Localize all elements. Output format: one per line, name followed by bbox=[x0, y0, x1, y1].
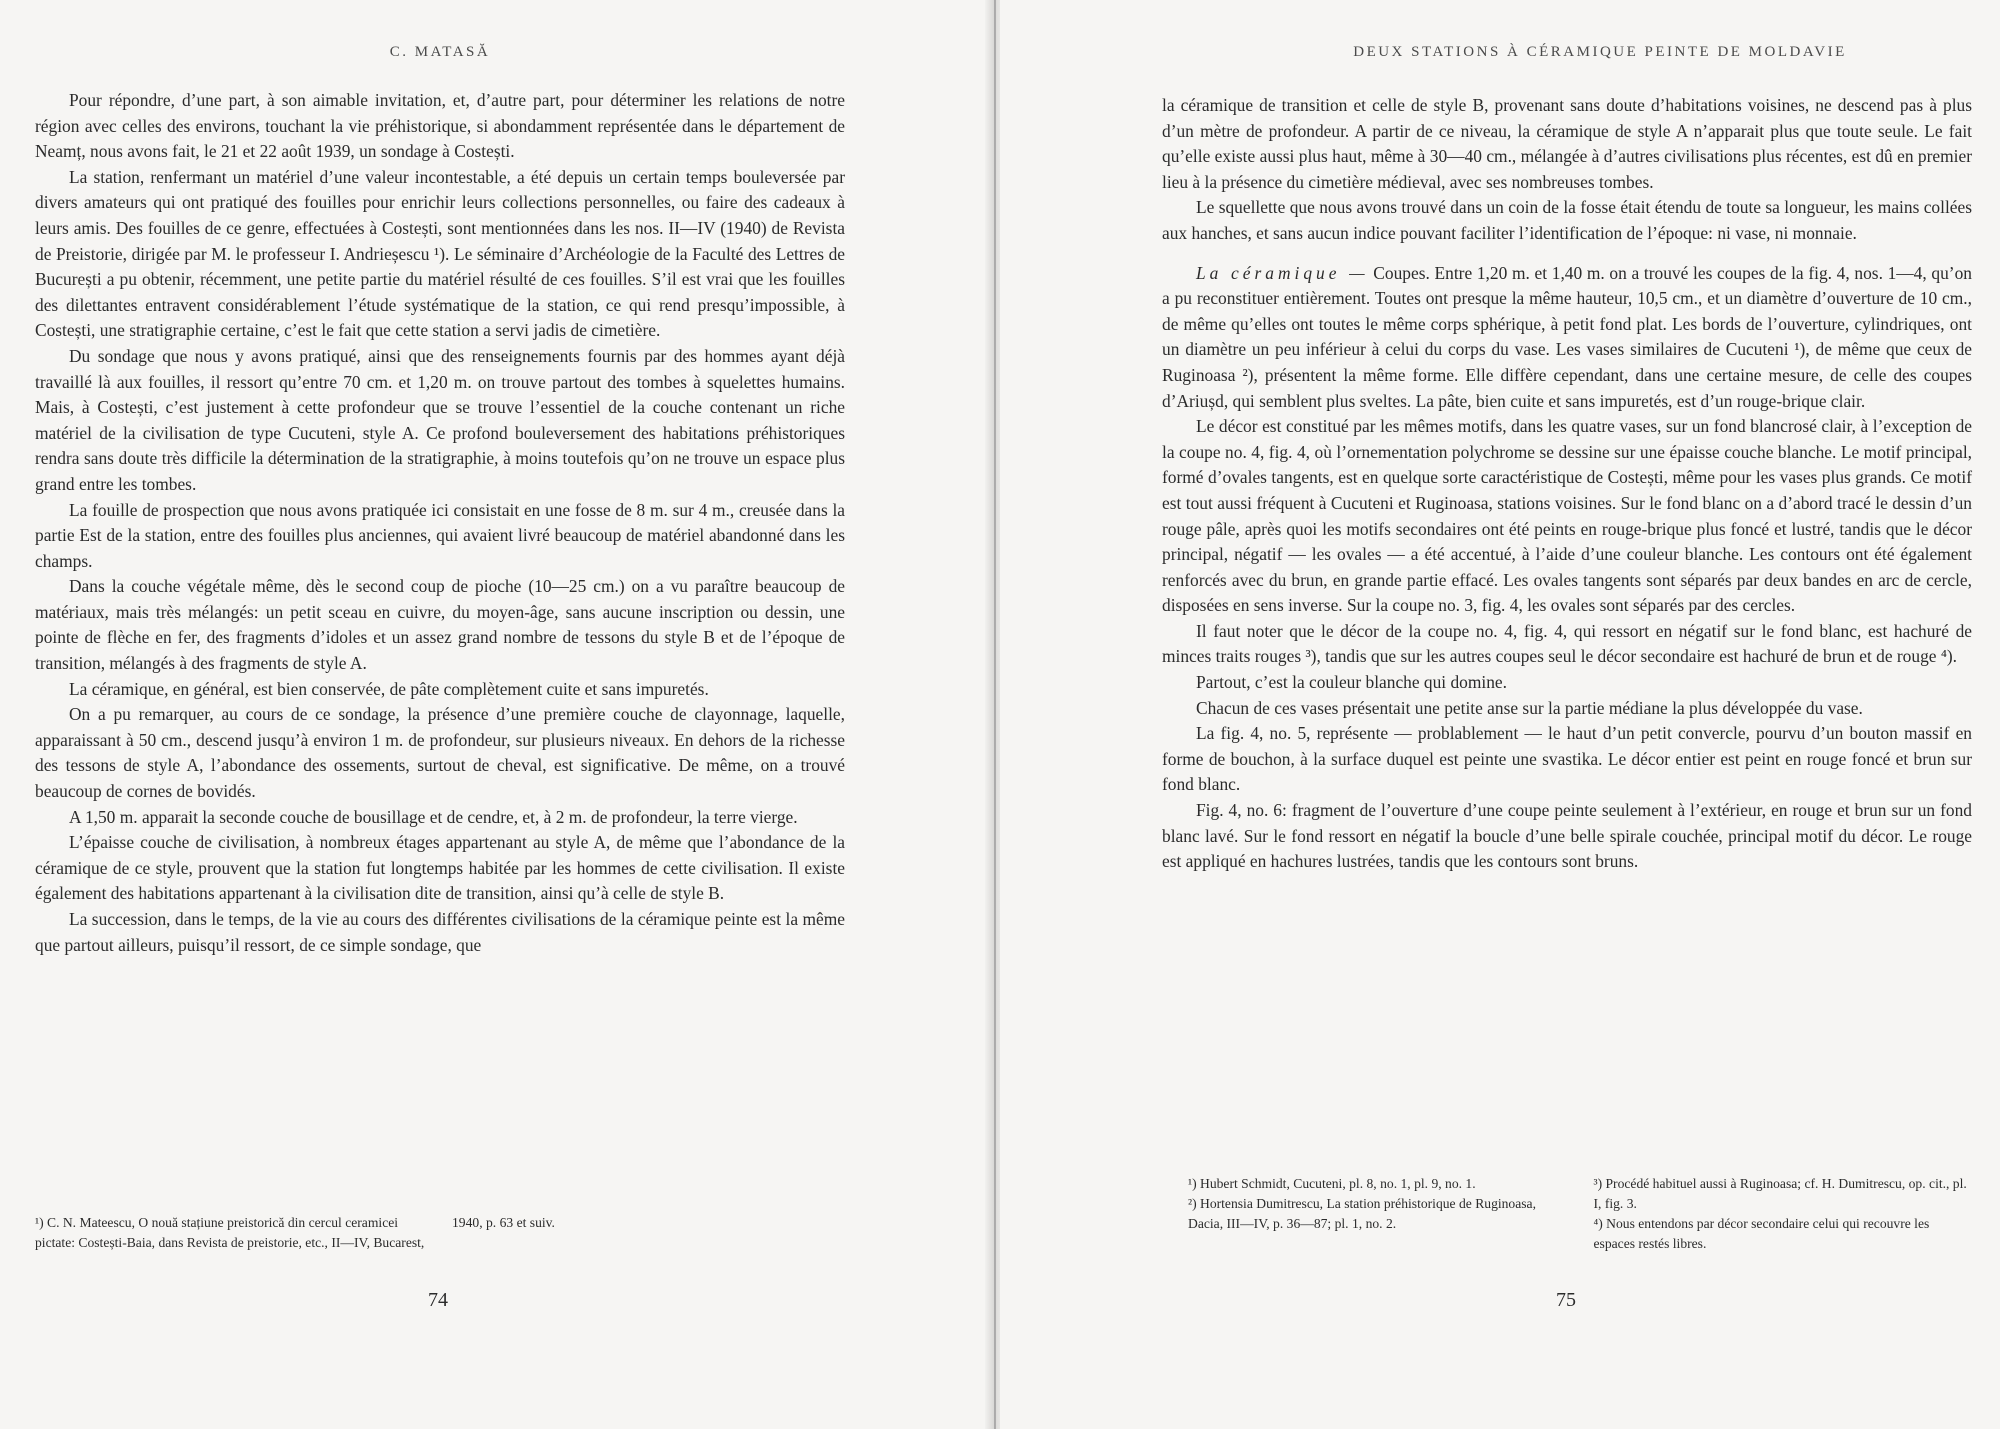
paragraph: Dans la couche végétale même, dès le second coup de pioche (10—25 cm.) on a vu paraître beaucoup de matériaux, mais très mélangés: un petit sceau en cuivre, du moyen-âge, sans aucune inscription ou dessin, une pointe de flèche en fer, des fragments d’idoles et un assez grand nombre de tessons du style B et de l’époque de transition, mélangés à des fragments de style A. bbox=[35, 576, 845, 674]
page-number: 75 bbox=[1556, 1289, 1576, 1311]
footnotes bbox=[35, 1213, 845, 1253]
footnote: ¹) C. N. Mateescu, O nouă stațiune preistorică din cercul ceramicei pictate: Costești-Baia, dans Revista de preistorie, etc., II—IV, Bucarest, 1940, p. 63 et suiv. bbox=[35, 1215, 555, 1250]
footnote: ²) Hortensia Dumitrescu, La station préhistorique de Ruginoasa, Dacia, III—IV, p. 36—87; pl. 1, no. 2. bbox=[1188, 1196, 1536, 1231]
paragraph: La fouille de prospection que nous avons pratiquée ici consistait en une fosse de 8 m. sur 4 m., creusée dans la partie Est de la station, entre des fouilles plus anciennes, qui avaient livré beaucoup de matériel abandonné dans les champs. bbox=[35, 499, 845, 571]
paragraph: Partout, c’est la couleur blanche qui domine. bbox=[1196, 672, 1508, 693]
paragraph: Pour répondre, d’une part, à son aimable invitation, et, d’autre part, pour déterminer les relations de notre région avec celles des environs, touchant la vie préhistorique, si abondamment représentée dans le département de Neamț, nous avons fait, le 21 et 22 août 1939, un sondage à Costești. bbox=[35, 90, 845, 162]
paragraph: Le décor est constitué par les mêmes motifs, dans les quatre vases, sur un fond blancrosé clair, à l’exception de la coupe no. 4, fig. 4, où l’ornementation polychrome se dessine sur une épaisse couche blanche. Le motif principal, formé d’ovales tangents, est en quelque sorte caractéristique de Costești, même pour les vases plus grands. Ce motif est tout aussi fréquent à Cucuteni et Ruginoasa, stations voisines. Sur le fond blanc on a d’abord tracé le dessin d’un rouge pâle, après quoi les motifs secondaires ont été peints en rouge-brique plus foncé et lustré, tandis que le décor principal, négatif — les ovales — a été accentué, à l’aide d’une couleur blanche. Les contours ont été également renforcés avec du brun, en grande partie effacé. Les ovales tangents sont séparés par deux bandes en arc de cercle, disposées en sens inverse. Sur la coupe no. 3, fig. 4, les ovales sont séparés par des cercles. bbox=[1162, 416, 1972, 616]
paragraph: La fig. 4, no. 5, représente — problablement — le haut d’un petit convercle, pourvu d’un bouton massif en forme de bouchon, à la surface duquel est peinte une svastika. Le décor entier est peint en rouge foncé et brun sur fond blanc. bbox=[1162, 723, 1972, 795]
paragraph: la céramique de transition et celle de style B, provenant sans doute d’habitations voisines, ne descend pas à plus d’un mètre de profondeur. A partir de ce niveau, la céramique de style A n’apparait plus que toute seule. Le fait qu’elle existe aussi plus haut, même à 30—40 cm., mélangée à d’autres civilisations plus récentes, est dû en premier lieu à la présence du cimetière médieval, avec ses nombreuses tombes. bbox=[1162, 95, 1972, 192]
body-text bbox=[35, 88, 845, 958]
section-paragraph bbox=[1162, 261, 1972, 415]
paragraph-text: Coupes. Entre 1,20 m. et 1,40 m. on a trouvé les coupes de la fig. 4, nos. 1—4, qu’on a pu reconstituer entièrement. Toutes ont presque la même hauteur, 10,5 cm., et un diamètre d’ouverture de 10 cm., de même qu’elles ont toutes le même corps sphérique, à petit fond plat. Les bords de l’ouverture, cylindriques, ont un diamètre un peu inférieur à celui du corps du vase. Les vases similaires de Cucuteni ¹), de même que ceux de Ruginoasa ²), présentent la même forme. Elle diffère cependant, dans une certaine mesure, de celle des coupes d’Ariușd, qui semblent plus sveltes. La pâte, bien cuite et sans impuretés, est d’un rouge-brique clair. bbox=[1162, 262, 1972, 411]
paragraph: La céramique, en général, est bien conservée, de pâte complètement cuite et sans impuretés. bbox=[69, 678, 709, 699]
paragraph: Fig. 4, no. 6: fragment de l’ouverture d’une coupe peinte seulement à l’extérieur, en rouge et brun sur un fond blanc lavé. Sur le fond ressort en négatif la boucle d’une belle spirale couchée, principal motif du décor. Le rouge est appliqué en hachures lustrées, tandis que les contours sont bruns. bbox=[1162, 800, 1972, 872]
running-head: DEUX STATIONS À CÉRAMIQUE PEINTE DE MOLDAVIE bbox=[1353, 44, 1847, 60]
paragraph: A 1,50 m. apparait la seconde couche de bousillage et de cendre, et, à 2 m. de profondeur, la terre vierge. bbox=[69, 806, 798, 827]
paragraph: L’épaisse couche de civilisation, à nombreux étages appartenant au style A, de même que l’abondance de la céramique de ce style, prouvent que la station fut longtemps habitée par les hommes de cette civilisation. Il existe également des habitations appartenant à la civilisation dite de transition, ainsi qu’à celle de style B. bbox=[35, 832, 845, 904]
section-lead: La céramique — bbox=[1196, 262, 1369, 283]
page-number: 74 bbox=[428, 1289, 448, 1311]
footnote: ¹) Hubert Schmidt, Cucuteni, pl. 8, no. 1, pl. 9, no. 1. bbox=[1188, 1176, 1476, 1191]
paragraph: La succession, dans le temps, de la vie au cours des différentes civilisations de la céramique peinte est la même que partout ailleurs, puisqu’il ressort, de ce simple sondage, que bbox=[35, 909, 845, 955]
footnote: ³) Procédé habituel aussi à Ruginoasa; cf. H. Dumitrescu, op. cit., pl. I, fig. 3. bbox=[1593, 1176, 1967, 1211]
paragraph: Du sondage que nous y avons pratiqué, ainsi que des renseignements fournis par des hommes ayant déjà travaillé là aux fouilles, il ressort qu’entre 70 cm. et 1,20 m. on trouve partout des tombes à squelettes humains. Mais, à Costești, c’est justement à cette profondeur que se trouve l’essentiel de la couche contenant un riche matériel de la civilisation de type Cucuteni, style A. Ce profond bouleversement des habitations préhistoriques rendra sans doute très difficile la détermination de la stratigraphie, à moins toutefois qu’on ne trouve un espace plus grand entre les tombes. bbox=[35, 345, 845, 494]
paragraph: Le squellette que nous avons trouvé dans un coin de la fosse était étendu de toute sa longueur, les mains collées aux hanches, et sans aucun indice pouvant faciliter l’identification de l’époque: ni vase, ni monnaie. bbox=[1162, 197, 1972, 243]
paragraph: On a pu remarquer, au cours de ce sondage, la présence d’une première couche de clayonnage, laquelle, apparaissant à 50 cm., descend jusqu’à environ 1 m. de profondeur, sur plusieurs niveaux. En dehors de la richesse des tessons de style A, l’abondance des ossements, surtout de cheval, est significative. De même, on a trouvé beaucoup de cornes de bovidés. bbox=[35, 704, 845, 802]
paragraph: La station, renfermant un matériel d’une valeur incontestable, a été depuis un certain temps bouleversée par divers amateurs qui ont pratiqué des fouilles pour enrichir leurs collections personnelles, ou faire des cadeaux à leurs amis. Des fouilles de ce genre, effectuées à Costești, sont mentionnées dans les nos. II—IV (1940) de Revista de Preistorie, dirigée par M. le professeur I. Andrieșescu ¹). Le séminaire d’Archéologie de la Faculté des Lettres de București a pu obtenir, récemment, une petite partie du matériel résulté de ces fouilles. S’il est vrai que les fouilles des dilettantes entravent considérablement l’étude systématique de la station, ce qui rend presqu’impossible, à Costești, une stratigraphie certaine, c’est le fait que cette station a servi jadis de cimetière. bbox=[35, 166, 845, 341]
paragraph: Chacun de ces vases présentait une petite anse sur la partie médiane la plus développée du vase. bbox=[1196, 697, 1863, 718]
paragraph: Il faut noter que le décor de la coupe no. 4, fig. 4, qui ressort en négatif sur le fond blanc, est hachuré de minces traits rouges ³), tandis que sur les autres coupes seul le décor secondaire est hachuré de brun et de rouge ⁴). bbox=[1162, 620, 1972, 667]
body-text bbox=[1162, 93, 1972, 875]
footnotes bbox=[1188, 1174, 1971, 1254]
footnote: ⁴) Nous entendons par décor secondaire celui qui recouvre les espaces restés libres. bbox=[1593, 1216, 1930, 1251]
right-page bbox=[1000, 0, 2000, 1429]
running-head: C. MATASĂ bbox=[389, 44, 491, 60]
